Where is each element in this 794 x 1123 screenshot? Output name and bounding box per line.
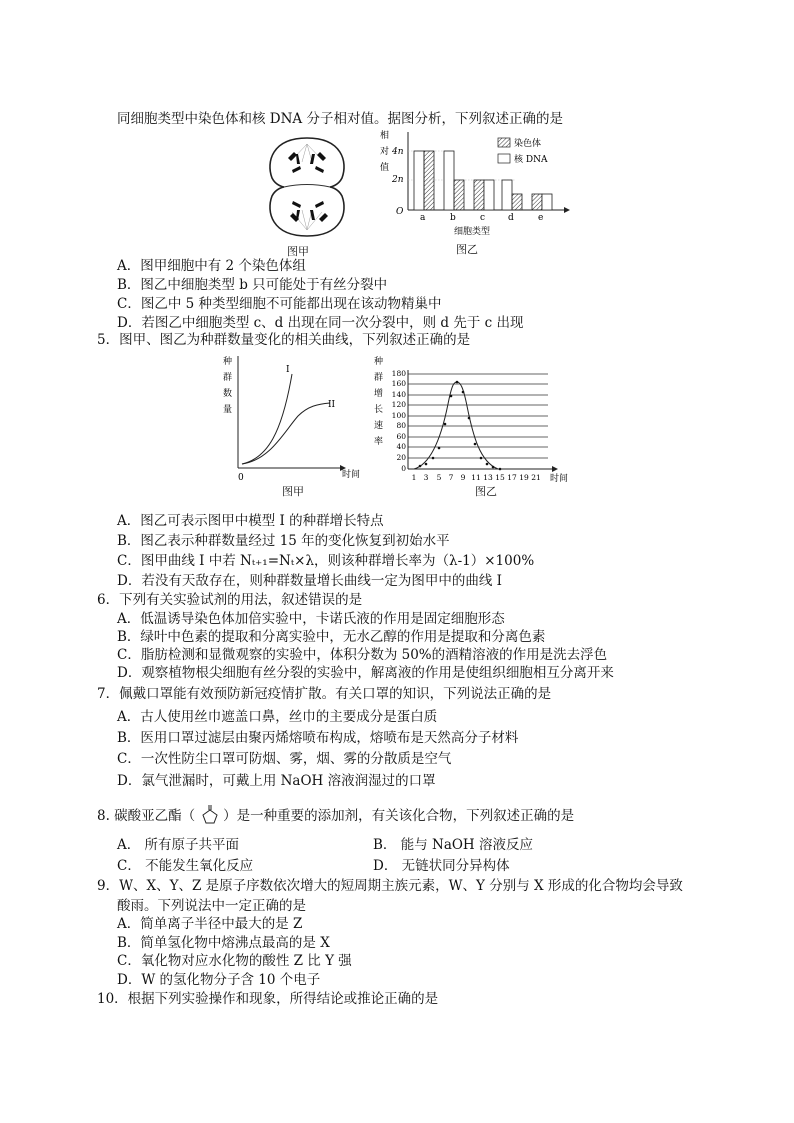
q7-option-c: C．一次性防尘口罩可防烟、雾，烟、雾的分散质是空气: [117, 751, 452, 767]
ylabel-char: 群: [223, 373, 233, 383]
ylabel-char: 群: [374, 373, 384, 383]
xtick-a: a: [420, 213, 426, 223]
q6-option-d: D．观察植物根尖细胞有丝分裂的实验中，解离液的作用是使组织细胞相互分离开来: [117, 665, 614, 681]
q4-intro: 同细胞类型中染色体和核 DNA 分子相对值。据图分析，下列叙述正确的是: [117, 111, 563, 127]
xtick: 15: [495, 473, 505, 482]
q8-stem-part1: 8. 碳酸亚乙酯（: [97, 808, 196, 824]
q4-option-b: B．图乙中细胞类型 b 只可能处于有丝分裂中: [117, 277, 388, 293]
q8-option-a: A． 所有原子共平面: [117, 837, 240, 853]
xtick-d: d: [508, 213, 514, 223]
ylabel-char: 值: [380, 163, 390, 173]
xtick: 5: [436, 473, 442, 482]
xtick: 3: [423, 473, 429, 482]
xtick-e: e: [538, 213, 544, 223]
q5-option-b: B．图乙表示种群数量经过 15 年的变化恢复到初始水平: [117, 533, 450, 549]
ylabel-char: 相: [380, 131, 390, 141]
ylabel-char: 长: [374, 405, 384, 415]
xtick-b: b: [450, 213, 456, 223]
q7-option-a: A．古人使用丝巾遮盖口鼻，丝巾的主要成分是蛋白质: [117, 709, 438, 725]
q5-fig-yi-caption: 图乙: [475, 485, 497, 498]
q5-option-d: D．若没有天敌存在，则种群数量增长曲线一定为图甲中的曲线 I: [117, 573, 502, 589]
xtick: 11: [471, 473, 481, 482]
xtick: 13: [483, 473, 493, 482]
q5-option-a: A．图乙可表示图甲中模型 I 的种群增长特点: [117, 513, 384, 529]
ylabel-char: 速: [374, 421, 384, 431]
fig-yi-bar-chart: [376, 128, 576, 240]
xtick: 17: [507, 473, 517, 482]
q4-option-c: C．图乙中 5 种类型细胞不可能都出现在该动物精巢中: [117, 296, 442, 312]
q8-stem: [97, 803, 574, 825]
ethylene-carbonate-structure-icon: [195, 803, 223, 825]
q9-stem-line2: 酸雨。下列说法中一定正确的是: [117, 898, 306, 914]
fig-jia-cell-diagram: [262, 132, 352, 242]
q5-option-c: C．图甲曲线 I 中若 Nₜ₊₁=Nₜ×λ，则该种群增长率为（λ-1）×100%: [117, 553, 535, 569]
q7-option-b: B．医用口罩过滤层由聚丙烯熔喷布构成，熔喷布是天然高分子材料: [117, 730, 519, 746]
legend-chromosome: 染色体: [514, 139, 542, 149]
q4-option-a: A．图甲细胞中有 2 个染色体组: [117, 258, 306, 274]
ylabel-char: 率: [374, 437, 384, 447]
ylabel-char: 增: [374, 389, 384, 399]
ytick-origin: O: [396, 207, 404, 217]
xtick-c: c: [480, 213, 486, 223]
curve-ii-label: II: [328, 400, 336, 410]
q8-option-b: B． 能与 NaOH 溶液反应: [373, 837, 533, 853]
chart-xlabel: 细胞类型: [454, 227, 491, 237]
ytick: 60: [396, 432, 406, 441]
xtick: 9: [460, 473, 466, 482]
ytick: 40: [396, 442, 406, 451]
q7-stem: 7．佩戴口罩能有效预防新冠疫情扩散。有关口罩的知识，下列说法正确的是: [97, 686, 552, 702]
x-axis-label: 时间: [550, 474, 569, 484]
xtick: 19: [519, 473, 529, 482]
ylabel-char: 量: [223, 405, 233, 415]
ytick: 80: [396, 421, 406, 430]
ytick: 160: [391, 379, 406, 388]
q8-option-c: C． 不能发生氧化反应: [117, 858, 254, 874]
ytick: 0: [401, 464, 406, 473]
ylabel-char: 对: [380, 147, 390, 157]
ytick-4n: 4n: [392, 147, 404, 157]
q5-stem: 5．图甲、图乙为种群数量变化的相关曲线，下列叙述正确的是: [97, 332, 471, 348]
q5-fig-jia-growth-curves: [220, 352, 370, 484]
fig-yi-caption: 图乙: [456, 243, 478, 256]
q6-stem: 6．下列有关实验试剂的用法，叙述错误的是: [97, 592, 363, 608]
xtick: 7: [448, 473, 454, 482]
q5-fig-jia-caption: 图甲: [282, 485, 304, 498]
q9-option-a: A．简单离子半径中最大的是 Z: [117, 916, 303, 932]
ytick: 140: [391, 390, 406, 399]
q5-fig-yi-growth-rate-chart: [372, 354, 578, 486]
q8-stem-part2: ）是一种重要的添加剂，有关该化合物，下列叙述正确的是: [223, 808, 575, 824]
fig-jia-caption: 图甲: [287, 245, 309, 258]
q6-option-a: A．低温诱导染色体加倍实验中，卡诺氏液的作用是固定细胞形态: [117, 611, 505, 627]
ylabel-char: 种: [374, 357, 384, 367]
q9-option-c: C．氧化物对应水化物的酸性 Z 比 Y 强: [117, 953, 352, 969]
xtick: 21: [531, 473, 541, 482]
xtick: 1: [411, 473, 417, 482]
x-axis-label: 时间: [342, 470, 361, 480]
q9-option-d: D．W 的氢化物分子含 10 个电子: [117, 972, 321, 988]
ylabel-char: 数: [223, 389, 233, 399]
origin-label: 0: [238, 473, 244, 483]
q8-option-d: D． 无链状同分异构体: [373, 858, 510, 874]
ytick: 100: [391, 411, 406, 420]
ytick: 120: [391, 400, 406, 409]
q9-option-b: B．简单氢化物中熔沸点最高的是 X: [117, 935, 330, 951]
ytick: 180: [391, 369, 406, 378]
curve-i-label: I: [286, 365, 290, 375]
legend-dna: 核 DNA: [514, 155, 548, 165]
q6-option-c: C．脂肪检测和显微观察的实验中，体积分数为 50%的酒精溶液的作用是洗去浮色: [117, 647, 608, 663]
ytick-2n: 2n: [392, 175, 404, 185]
ytick: 20: [396, 453, 406, 462]
q7-option-d: D．氯气泄漏时，可戴上用 NaOH 溶液润湿过的口罩: [117, 773, 436, 789]
ylabel-char: 种: [223, 357, 233, 367]
q4-option-d: D．若图乙中细胞类型 c、d 出现在同一次分裂中，则 d 先于 c 出现: [117, 315, 524, 331]
q10-stem: 10．根据下列实验操作和现象，所得结论或推论正确的是: [97, 991, 439, 1007]
q6-option-b: B．绿叶中色素的提取和分离实验中，无水乙醇的作用是提取和分离色素: [117, 629, 546, 645]
q9-stem-line1: 9．W、X、Y、Z 是原子序数依次增大的短周期主族元素，W、Y 分别与 X 形成的化合物均会导致: [97, 878, 683, 894]
